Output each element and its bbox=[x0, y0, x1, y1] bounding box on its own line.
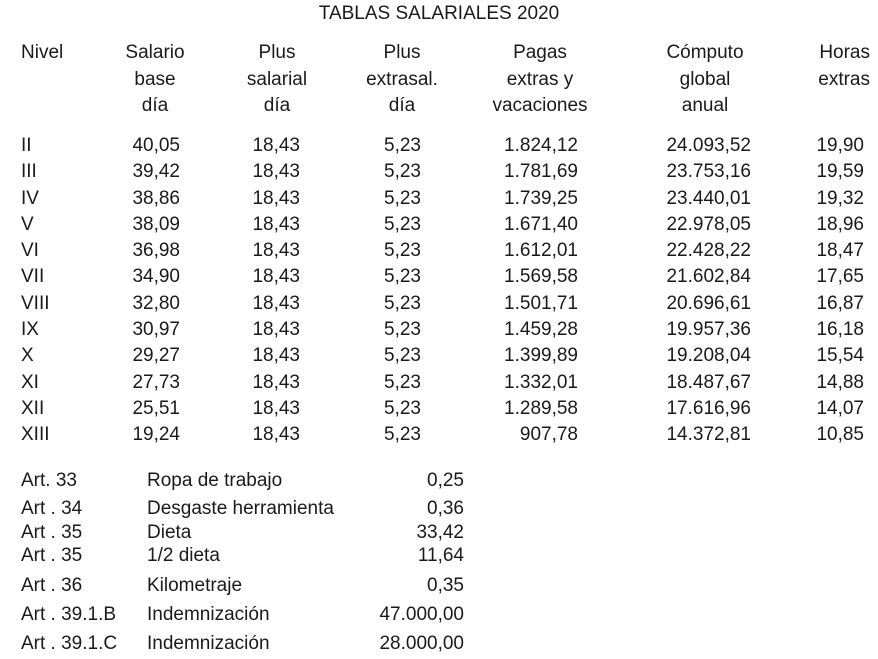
article-code: Art . 39.1.B bbox=[21, 604, 117, 625]
header-nivel-line: Nivel bbox=[21, 42, 64, 63]
cell-plus-extrasal: 5,23 bbox=[384, 319, 421, 341]
cell-nivel: II bbox=[21, 135, 32, 156]
header-salario bbox=[100, 40, 210, 120]
table-row bbox=[0, 343, 878, 369]
table-row bbox=[0, 317, 878, 343]
cell-computo: 20.696,61 bbox=[666, 292, 751, 314]
cell-horas: 19,59 bbox=[816, 161, 864, 183]
article-label: Ropa de trabajo bbox=[147, 470, 283, 491]
article-code: Art . 35 bbox=[21, 545, 83, 566]
cell-plus-extrasal: 5,23 bbox=[384, 135, 421, 156]
article-line bbox=[0, 497, 878, 521]
cell-plus-salarial: 18,43 bbox=[252, 240, 300, 262]
article-line bbox=[0, 603, 878, 627]
article-label: Indemnización bbox=[147, 633, 270, 654]
cell-pagas: 1.569,58 bbox=[504, 266, 578, 288]
article-value: 28.000,00 bbox=[379, 633, 464, 654]
article-code: Art. 33 bbox=[21, 470, 77, 491]
cell-pagas: 1.739,25 bbox=[504, 187, 578, 209]
cell-horas: 19,90 bbox=[816, 135, 864, 156]
cell-salario: 30,97 bbox=[132, 319, 180, 341]
cell-salario: 34,90 bbox=[132, 266, 180, 288]
cell-plus-salarial: 18,43 bbox=[252, 397, 300, 419]
cell-plus-salarial: 18,43 bbox=[252, 161, 300, 183]
cell-plus-salarial: 18,43 bbox=[252, 424, 300, 446]
table-row bbox=[0, 291, 878, 317]
cell-computo: 18.487,67 bbox=[666, 371, 751, 393]
header-pagas-line: vacaciones bbox=[492, 95, 588, 116]
header-plus-extrasal-line: día bbox=[388, 95, 416, 116]
table-row bbox=[0, 370, 878, 396]
cell-salario: 32,80 bbox=[132, 292, 180, 314]
cell-plus-salarial: 18,43 bbox=[252, 187, 300, 209]
article-value: 47.000,00 bbox=[379, 604, 464, 625]
cell-plus-extrasal: 5,23 bbox=[384, 213, 421, 235]
cell-salario: 38,09 bbox=[132, 213, 180, 235]
cell-nivel: III bbox=[21, 161, 37, 183]
cell-computo: 22.428,22 bbox=[666, 240, 751, 262]
header-plus-extrasal-line: extrasal. bbox=[366, 68, 438, 90]
table-row bbox=[0, 186, 878, 212]
header-plus-salarial-line: día bbox=[263, 95, 291, 116]
article-label: 1/2 dieta bbox=[147, 545, 220, 566]
cell-plus-salarial: 18,43 bbox=[252, 213, 300, 235]
cell-nivel: XI bbox=[21, 371, 39, 393]
article-value: 33,42 bbox=[416, 522, 464, 543]
cell-nivel: X bbox=[21, 345, 34, 367]
article-code: Art . 34 bbox=[21, 498, 83, 519]
cell-horas: 18,96 bbox=[816, 213, 864, 235]
cell-plus-salarial: 18,43 bbox=[252, 319, 300, 341]
article-line bbox=[0, 632, 878, 656]
cell-computo: 23.440,01 bbox=[666, 187, 751, 209]
cell-nivel: IX bbox=[21, 319, 39, 341]
cell-computo: 19.208,04 bbox=[666, 345, 751, 367]
cell-plus-salarial: 18,43 bbox=[252, 345, 300, 367]
article-label: Desgaste herramienta bbox=[147, 498, 334, 519]
cell-computo: 19.957,36 bbox=[666, 319, 751, 341]
cell-pagas: 1.289,58 bbox=[504, 397, 578, 419]
cell-pagas: 1.332,01 bbox=[504, 371, 578, 393]
cell-salario: 40,05 bbox=[132, 135, 180, 156]
article-value: 11,64 bbox=[417, 545, 464, 566]
cell-salario: 38,86 bbox=[132, 187, 180, 209]
table-row bbox=[0, 238, 878, 264]
cell-plus-salarial: 18,43 bbox=[252, 371, 300, 393]
header-salario-line: base bbox=[134, 68, 176, 90]
cell-pagas: 1.399,89 bbox=[504, 345, 578, 367]
table-row bbox=[0, 133, 878, 159]
cell-salario: 36,98 bbox=[132, 240, 180, 262]
cell-plus-extrasal: 5,23 bbox=[384, 424, 421, 446]
cell-plus-extrasal: 5,23 bbox=[384, 371, 421, 393]
cell-pagas: 907,78 bbox=[519, 424, 578, 446]
cell-horas: 18,47 bbox=[816, 240, 864, 262]
cell-salario: 29,27 bbox=[132, 345, 180, 367]
cell-horas: 16,18 bbox=[816, 319, 864, 341]
article-label: Kilometraje bbox=[147, 575, 243, 596]
cell-plus-extrasal: 5,23 bbox=[384, 187, 421, 209]
header-computo bbox=[640, 40, 770, 120]
article-code: Art . 36 bbox=[21, 575, 83, 596]
cell-computo: 17.616,96 bbox=[666, 397, 751, 419]
header-nivel bbox=[21, 40, 63, 67]
header-plus-extrasal bbox=[342, 40, 462, 120]
cell-plus-salarial: 18,43 bbox=[252, 292, 300, 314]
article-label: Indemnización bbox=[147, 604, 270, 625]
header-salario-line: Salario bbox=[125, 42, 185, 63]
cell-pagas: 1.501,71 bbox=[504, 292, 578, 314]
header-computo-line: global bbox=[679, 68, 731, 90]
table-row bbox=[0, 422, 878, 448]
article-line bbox=[0, 521, 878, 545]
cell-salario: 39,42 bbox=[132, 161, 180, 183]
article-code: Art . 35 bbox=[21, 522, 83, 543]
header-horas bbox=[790, 40, 870, 93]
page-title: TABLAS SALARIALES 2020 bbox=[318, 3, 560, 24]
cell-pagas: 1.781,69 bbox=[504, 161, 578, 183]
article-line bbox=[0, 469, 878, 493]
article-line bbox=[0, 544, 878, 568]
cell-plus-extrasal: 5,23 bbox=[384, 161, 421, 183]
header-horas-line: Horas bbox=[819, 42, 870, 63]
cell-pagas: 1.459,28 bbox=[504, 319, 578, 341]
cell-horas: 17,65 bbox=[816, 266, 864, 288]
header-salario-line: día bbox=[141, 95, 169, 116]
cell-salario: 27,73 bbox=[132, 371, 180, 393]
header-computo-line: Cómputo bbox=[666, 42, 744, 63]
cell-nivel: XII bbox=[21, 397, 45, 419]
header-plus-salarial-line: salarial bbox=[246, 68, 308, 90]
cell-computo: 24.093,52 bbox=[666, 135, 751, 156]
article-value: 0,36 bbox=[427, 498, 464, 519]
header-plus-salarial bbox=[222, 40, 332, 120]
cell-horas: 15,54 bbox=[816, 345, 864, 367]
cell-computo: 22.978,05 bbox=[666, 213, 751, 235]
cell-nivel: VII bbox=[21, 266, 45, 288]
cell-computo: 21.602,84 bbox=[666, 266, 751, 288]
cell-pagas: 1.824,12 bbox=[504, 135, 578, 156]
cell-nivel: XIII bbox=[21, 424, 50, 446]
article-label: Dieta bbox=[147, 522, 192, 543]
cell-plus-extrasal: 5,23 bbox=[384, 292, 421, 314]
header-horas-line: extras bbox=[818, 68, 870, 90]
cell-plus-extrasal: 5,23 bbox=[384, 240, 421, 262]
cell-horas: 14,07 bbox=[816, 397, 864, 419]
header-pagas bbox=[472, 40, 608, 120]
cell-plus-salarial: 18,43 bbox=[252, 266, 300, 288]
cell-nivel: V bbox=[21, 213, 34, 235]
cell-plus-extrasal: 5,23 bbox=[384, 397, 421, 419]
header-pagas-line: Pagas bbox=[513, 42, 567, 63]
cell-pagas: 1.671,40 bbox=[504, 213, 578, 235]
cell-computo: 14.372,81 bbox=[666, 424, 751, 446]
table-row bbox=[0, 264, 878, 290]
article-line bbox=[0, 574, 878, 598]
article-code: Art . 39.1.C bbox=[21, 633, 118, 654]
cell-horas: 19,32 bbox=[816, 187, 864, 209]
salary-table-body bbox=[0, 133, 878, 449]
cell-nivel: VIII bbox=[21, 292, 50, 314]
cell-computo: 23.753,16 bbox=[666, 161, 751, 183]
article-value: 0,35 bbox=[427, 575, 464, 596]
cell-pagas: 1.612,01 bbox=[504, 240, 578, 262]
cell-plus-salarial: 18,43 bbox=[252, 135, 300, 156]
cell-plus-extrasal: 5,23 bbox=[384, 266, 421, 288]
table-row bbox=[0, 396, 878, 422]
header-plus-salarial-line: Plus bbox=[258, 42, 296, 63]
cell-salario: 19,24 bbox=[132, 424, 180, 446]
table-row bbox=[0, 159, 878, 185]
header-pagas-line: extras y bbox=[506, 68, 574, 90]
cell-horas: 10,85 bbox=[816, 424, 864, 446]
cell-salario: 25,51 bbox=[132, 397, 180, 419]
cell-nivel: IV bbox=[21, 187, 39, 209]
article-value: 0,25 bbox=[427, 470, 464, 491]
table-row bbox=[0, 212, 878, 238]
cell-horas: 14,88 bbox=[816, 371, 864, 393]
cell-horas: 16,87 bbox=[816, 292, 864, 314]
cell-plus-extrasal: 5,23 bbox=[384, 345, 421, 367]
header-plus-extrasal-line: Plus bbox=[383, 42, 421, 63]
header-computo-line: anual bbox=[681, 95, 729, 116]
cell-nivel: VI bbox=[21, 240, 39, 262]
